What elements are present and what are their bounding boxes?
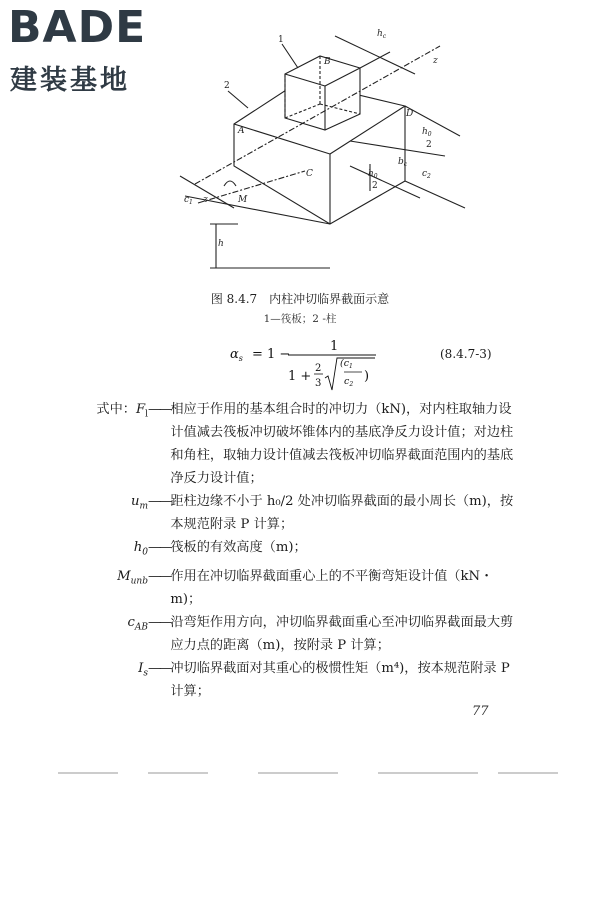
formula-den-one: 1 +: [288, 369, 312, 384]
dim-c1: c: [184, 195, 190, 205]
def-munb: [92, 565, 522, 611]
equation-number: (8.4.7-3): [440, 347, 492, 361]
term-cab: c: [127, 614, 135, 630]
dim-h0b-den: 2: [372, 181, 378, 191]
formula-frac-num: 2: [315, 363, 322, 374]
term-um: u: [130, 494, 140, 509]
dim-h0b-sub: 0: [373, 173, 378, 180]
point-b: B: [324, 57, 331, 67]
dim-bc: b: [398, 157, 404, 167]
punching-shear-diagram: [184, 26, 470, 276]
term-h0: h: [133, 540, 143, 555]
term-munb: M: [117, 568, 131, 584]
defs-lead: 式中：: [96, 402, 136, 417]
dim-h: h: [218, 239, 224, 249]
point-a: A: [238, 126, 245, 136]
term-um-sub: m: [139, 501, 148, 512]
point-d: D: [406, 109, 414, 119]
svg-text:c2: [344, 376, 353, 388]
figure-legend: 1—筏板；2 -柱: [263, 313, 337, 325]
formula-lhs: α: [230, 347, 239, 362]
formula-frac-den: 3: [315, 378, 322, 389]
dim-c2-sub: 2: [427, 173, 431, 180]
term-fl-sub: l: [145, 409, 148, 420]
label-1: 1: [278, 35, 284, 45]
def-h0: [92, 536, 522, 565]
desc-munb: 作用在冲切临界截面重心上的不平衡弯矩设计值（kN・m)；: [170, 568, 494, 607]
dash: ——: [148, 540, 171, 555]
dim-c1-sub: 1: [189, 199, 193, 206]
page-number: 77: [472, 704, 489, 719]
dim-h0a-sub: 0: [427, 131, 432, 138]
formula-eq: = 1 −: [252, 347, 291, 362]
desc-fl: 相应于作用的基本组合时的冲切力（kN)，对内柱取轴力设计值减去筏板冲切破坏锥体内的基底净反力设计值；对边柱和角柱，取轴力设计值减去筏板冲切临界截面范围内的基底净反力设计值；: [170, 402, 514, 486]
dim-h0a: h: [422, 127, 428, 137]
term-munb-sub: unb: [130, 576, 148, 587]
def-fl: [92, 398, 522, 490]
dim-hc-sub: c: [382, 33, 387, 40]
axis-z-upper: z: [433, 56, 438, 66]
def-is: [92, 657, 522, 703]
dash: ——: [148, 568, 171, 584]
term-fl: F: [135, 402, 146, 417]
dash: ——: [148, 402, 171, 417]
svg-text:(c1: ($c_1$: [340, 358, 353, 370]
figure-caption: 图 8.4.7 内柱冲切临界截面示意: [210, 292, 390, 306]
logo-chinese: 建装基地: [10, 65, 130, 96]
dim-h0a-den: 2: [426, 140, 432, 150]
svg-text:c1: [184, 195, 193, 206]
desc-um: 距柱边缘不小于 h₀/2 处冲切临界截面的最小周长（m)，按本规范附录 P 计算；: [170, 494, 514, 532]
formula-lhs-sub: s: [238, 354, 243, 363]
svg-text:): ): [364, 369, 370, 384]
dim-hc: h: [377, 29, 383, 39]
def-cab: [92, 611, 522, 657]
moment-m: M: [238, 195, 248, 205]
alpha-s-formula: [230, 338, 380, 396]
logo-word: BADE: [8, 2, 147, 53]
svg-text:αs: [230, 347, 243, 363]
def-um: [92, 490, 522, 536]
dash: ——: [148, 660, 171, 676]
dim-c2: c: [422, 169, 428, 179]
svg-text:h0: [422, 127, 432, 138]
desc-h0: 筏板的有效高度（m)；: [170, 540, 307, 555]
svg-text:hc: [377, 29, 387, 40]
formula-c1: c: [343, 358, 350, 369]
term-is-sub: s: [143, 668, 148, 679]
axis-z-lower: z: [203, 195, 208, 205]
term-is: I: [138, 660, 144, 676]
svg-text:c2: [422, 169, 431, 180]
symbol-definitions: [92, 398, 522, 703]
svg-text:bc: [398, 157, 408, 168]
term-cab-sub: AB: [134, 622, 148, 633]
dash: ——: [148, 614, 171, 630]
desc-is: 冲切临界截面对其重心的极惯性矩（m⁴)，按本规范附录 P 计算；: [170, 660, 510, 699]
formula-c2-sub: 2: [349, 381, 354, 388]
brand-logo: [8, 2, 178, 96]
point-c: C: [306, 169, 313, 179]
dim-bc-sub: c: [403, 161, 408, 168]
dim-h0b: h: [368, 169, 374, 179]
formula-c2: c: [344, 376, 350, 387]
desc-cab: 沿弯矩作用方向，冲切临界截面重心至冲切临界截面最大剪应力点的距离（m)，按附录 P 计算；: [170, 614, 514, 653]
term-h0-sub: 0: [142, 547, 148, 558]
formula-num: 1: [330, 339, 339, 354]
dash: ——: [148, 494, 171, 509]
scan-artifact-line: [58, 770, 558, 776]
formula-c1-sub: 1: [349, 363, 353, 370]
label-2: 2: [224, 81, 230, 91]
